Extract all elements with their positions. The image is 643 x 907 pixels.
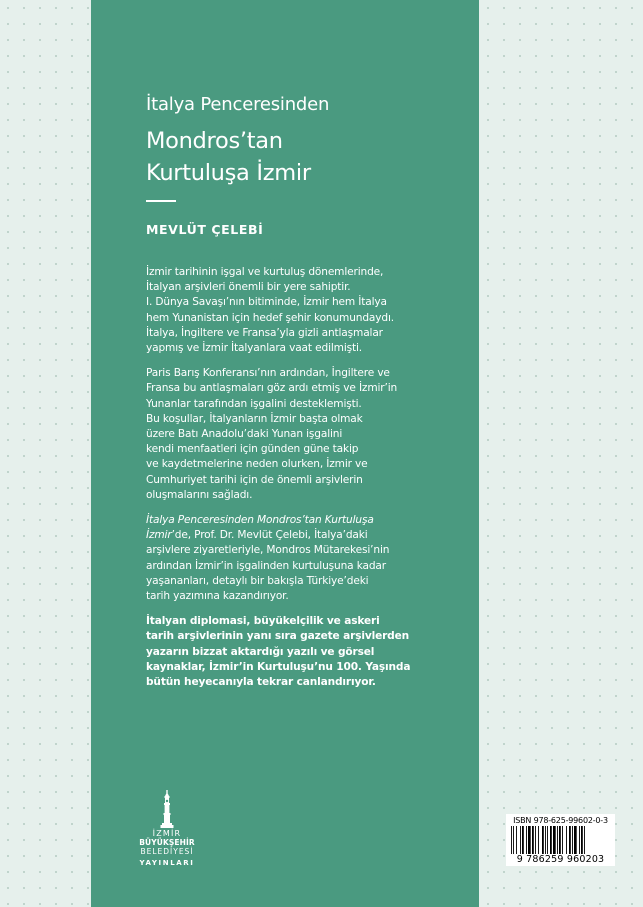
title-divider bbox=[146, 200, 176, 202]
book-title-line-1: Mondros’tan bbox=[146, 128, 283, 154]
text-line: İtalya, İngiltere ve Fransa’yla gizli antlaşmalar bbox=[146, 326, 383, 339]
text-line: I. Dünya Savaşı’nın bitiminde, İzmir hem İtalya bbox=[146, 296, 387, 309]
text-line bbox=[146, 513, 466, 528]
barcode-bar bbox=[535, 826, 536, 854]
back-cover-panel bbox=[91, 0, 479, 907]
barcode-bar bbox=[550, 826, 552, 854]
barcode-bar bbox=[516, 826, 517, 854]
barcode-bar bbox=[584, 826, 585, 854]
book-subtitle-top: İtalya Penceresinden bbox=[146, 94, 330, 115]
text-line: yazarın bizzat aktardığı yazılı ve görsel bbox=[146, 645, 375, 658]
blurb-paragraph-1 bbox=[146, 265, 466, 356]
barcode-bar bbox=[566, 826, 567, 854]
author-name: MEVLÜT ÇELEBİ bbox=[146, 222, 264, 237]
barcode-bar bbox=[522, 826, 524, 854]
barcode-bar bbox=[559, 826, 561, 854]
text-line: yapmış ve İzmir İtalyanlara vaat edilmişti. bbox=[146, 342, 362, 355]
text-line: üzere Batı Anadolu’daki Yunan işgalini bbox=[146, 428, 343, 441]
barcode-bars bbox=[510, 826, 611, 854]
publisher-imprint: YAYINLARI bbox=[139, 859, 195, 867]
text-line: tarih yazımına kazandırıyor. bbox=[146, 590, 289, 603]
barcode-bar bbox=[538, 826, 539, 854]
text-line: İzmir tarihinin işgal ve kurtuluş dönemlerinde, bbox=[146, 266, 384, 278]
barcode-bar bbox=[581, 826, 583, 854]
text-line: ve kaydetmelerine neden olurken, İzmir ve bbox=[146, 458, 368, 471]
text-line: bütün heyecanıyla tekrar canlandırıyor. bbox=[146, 676, 376, 689]
text-line: Fransa bu antlaşmaları göz ardı etmiş ve İzmir’in bbox=[146, 382, 398, 395]
blurb-paragraph-3 bbox=[146, 513, 466, 604]
barcode-bar bbox=[545, 826, 546, 854]
barcode-bar bbox=[557, 826, 558, 854]
text-line: tarih arşivlerinin yanı sıra gazete arşivlerden bbox=[146, 630, 410, 643]
book-title bbox=[146, 125, 311, 189]
barcode-bar bbox=[574, 826, 577, 854]
barcode-bar bbox=[526, 826, 527, 854]
text-line: yaşananları, detaylı bir bakışla Türkiye’deki bbox=[146, 574, 369, 587]
barcode-bar bbox=[553, 826, 556, 854]
text-line: ardından İzmir’in işgalinden kurtuluşuna kadar bbox=[146, 559, 386, 572]
barcode-bar bbox=[572, 826, 573, 854]
text-line: Yunanlar tarafından işgalini desteklemişti. bbox=[146, 397, 362, 410]
text-line: kendi menfaatleri için günden güne takip bbox=[146, 443, 359, 456]
italic-title-part: İzmir bbox=[146, 529, 172, 542]
barcode-bar bbox=[513, 826, 514, 854]
isbn-barcode bbox=[506, 814, 615, 866]
barcode-bar bbox=[532, 826, 534, 854]
barcode-bar bbox=[528, 826, 531, 854]
text-line: oluşmalarını sağladı. bbox=[146, 488, 253, 501]
book-title-line-2: Kurtuluşa İzmir bbox=[146, 160, 311, 186]
blurb-paragraph-2 bbox=[146, 366, 466, 503]
text-line: Bu koşullar, İtalyanların İzmir başta olmak bbox=[146, 412, 363, 425]
publisher-name-line-2: BELEDİYESİ bbox=[140, 847, 194, 856]
text-line: kaynaklar, İzmir’in Kurtuluşu’nu 100. Yaşında bbox=[146, 660, 411, 673]
text-line: arşivlere ziyaretleriyle, Mondros Mütarekesi’nin bbox=[146, 544, 390, 557]
italic-title-part: İtalya Penceresinden Mondros’tan Kurtuluşa bbox=[146, 514, 374, 527]
text-line: Cumhuriyet tarihi için de önemli arşivlerin bbox=[146, 473, 363, 486]
barcode-bar bbox=[542, 826, 544, 854]
text-line: İtalyan diplomasi, büyükelçilik ve askeri bbox=[146, 615, 380, 628]
text-line: Paris Barış Konferansı’nın ardından, İngiltere ve bbox=[146, 367, 390, 380]
blurb-text bbox=[146, 265, 466, 700]
barcode-bar bbox=[547, 826, 548, 854]
barcode-bar bbox=[569, 826, 571, 854]
isbn-label: ISBN 978-625-99602-0-3 bbox=[513, 816, 608, 825]
barcode-bar bbox=[562, 826, 563, 854]
publisher-name-line-1: BÜYÜKŞEHİR bbox=[139, 838, 195, 847]
barcode-bar bbox=[511, 826, 512, 854]
publisher-city: İZMİR bbox=[152, 829, 182, 838]
text-line bbox=[146, 528, 466, 543]
text-line: İtalyan arşivleri önemli bir yere sahiptir. bbox=[146, 281, 351, 294]
publisher-logo bbox=[127, 790, 207, 868]
blurb-paragraph-4 bbox=[146, 614, 466, 690]
text-line: hem Yunanistan için hedef şehir konumundaydı. bbox=[146, 311, 394, 324]
barcode-digits: 9 786259 960203 bbox=[516, 854, 605, 865]
barcode-bar bbox=[520, 826, 521, 854]
clock-tower-icon bbox=[159, 790, 175, 828]
barcode-bar bbox=[579, 826, 580, 854]
text-run: ’de, Prof. Dr. Mevlüt Çelebi, İtalya’daki bbox=[171, 529, 368, 542]
